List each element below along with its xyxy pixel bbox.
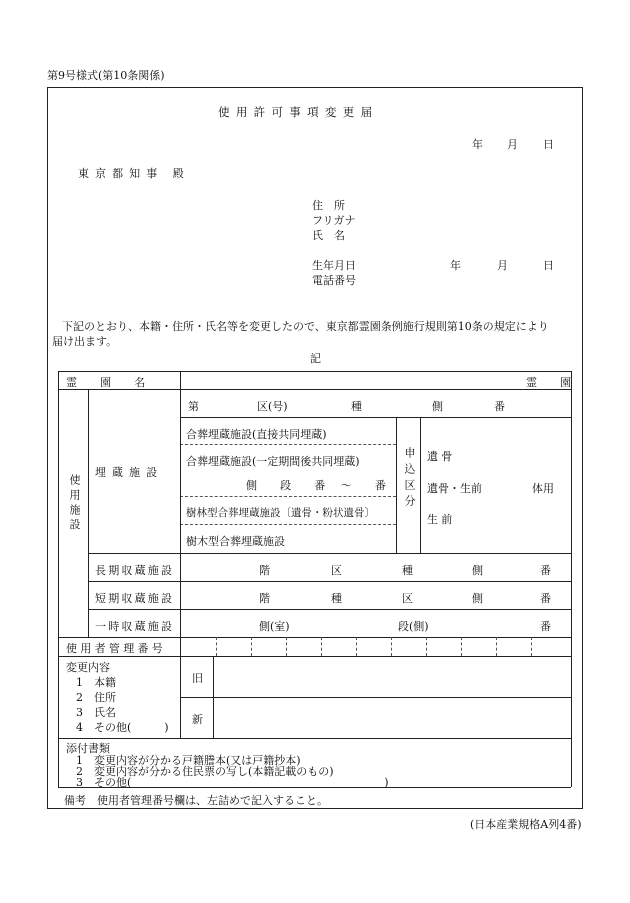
temporary-dan: 段(側) [398,620,429,633]
change-item-1: 1 本籍 [76,676,116,689]
usage-facility-label: 使用施設 [68,474,81,534]
short-term-ku: 区 [402,592,413,605]
temporary-label: 一時収蔵施設 [95,620,175,633]
date-month: 月 [507,138,518,151]
attachment-1: 1 変更内容が分かる戸籍謄本(又は戸籍抄本) [76,754,301,767]
addressee: 東京都知事 殿 [78,167,190,180]
facility-option-4: 樹木型合葬埋蔵施設 [186,535,285,548]
phone-label: 電話番号 [312,274,356,287]
facility-option-2: 合葬埋蔵施設(一定期間後共同埋蔵) [186,455,360,468]
facility-option-1: 合葬埋蔵施設(直接共同埋蔵) [186,428,327,441]
cemetery-suffix: 霊 園 [526,376,578,389]
short-term-shu: 種 [331,592,342,605]
burial-loc-gawa: 側 [432,400,443,413]
long-term-kai: 階 [259,564,270,577]
burial-loc-ku: 区(号) [257,400,288,413]
birthdate-label: 生年月日 [312,259,356,272]
long-term-ku: 区 [331,564,342,577]
temporary-shitsu: 側(室) [259,620,290,633]
date-day: 日 [543,138,554,151]
application-type-label: 申込区分 [403,447,416,511]
app-type-remains: 遺骨 [427,450,456,463]
form-title: 使用許可事項変更届 [218,105,379,119]
body-text-line2: 届け出ます。 [52,335,118,348]
furigana-label: フリガナ [312,214,356,227]
user-id-label: 使用者管理番号 [66,642,167,655]
attachment-3: 3 その他( ) [76,776,389,789]
form-number: 第9号様式(第10条関係) [47,69,165,82]
address-label: 住 所 [312,199,345,212]
cemetery-label: 霊 園 名 [66,376,152,389]
change-item-4: 4 その他( ) [76,721,169,734]
new-label: 新 [192,713,203,726]
app-type-body-count: 体用 [532,482,554,495]
burial-loc-dai: 第 [188,400,199,413]
long-term-shu: 種 [402,564,413,577]
birth-year: 年 [450,259,461,272]
remarks: 備考 使用者管理番号欄は、左詰めで記入すること。 [64,794,328,807]
facility-option-2-location: 側 段 番 〜 番 [246,479,392,492]
body-text-line1: 下記のとおり、本籍・住所・氏名等を変更したので、東京都霊園条例施行規則第10条の規定により [62,320,549,333]
long-term-ban: 番 [540,564,551,577]
change-item-3: 3 氏名 [76,706,116,719]
burial-loc-shu: 種 [351,400,362,413]
short-term-label: 短期収蔵施設 [95,592,175,605]
date-year: 年 [472,138,483,151]
birth-day: 日 [543,259,554,272]
short-term-gawa: 側 [472,592,483,605]
long-term-label: 長期収蔵施設 [95,564,175,577]
short-term-kai: 階 [259,592,270,605]
change-items-label: 変更内容 [66,661,110,674]
old-label: 旧 [192,672,203,685]
change-item-2: 2 住所 [76,691,116,704]
birth-month: 月 [497,259,508,272]
attachment-2: 2 変更内容が分かる住民票の写し(本籍記載のもの) [76,765,334,778]
short-term-ban: 番 [540,592,551,605]
facility-option-3: 樹林型合葬埋蔵施設〔遺骨・粉状遺骨〕 [186,507,375,519]
attachments-label: 添付書類 [66,742,110,755]
form-frame [47,87,583,809]
name-label: 氏 名 [312,229,345,242]
long-term-gawa: 側 [472,564,483,577]
footer-spec: (日本産業規格A列4番) [470,818,582,831]
burial-loc-ban: 番 [494,400,505,413]
ki-mark: 記 [310,352,321,365]
app-type-living: 生前 [427,513,456,526]
app-type-remains-living: 遺骨・生前 [427,482,482,495]
temporary-ban: 番 [540,620,551,633]
burial-facility-label: 埋蔵施設 [95,466,164,479]
